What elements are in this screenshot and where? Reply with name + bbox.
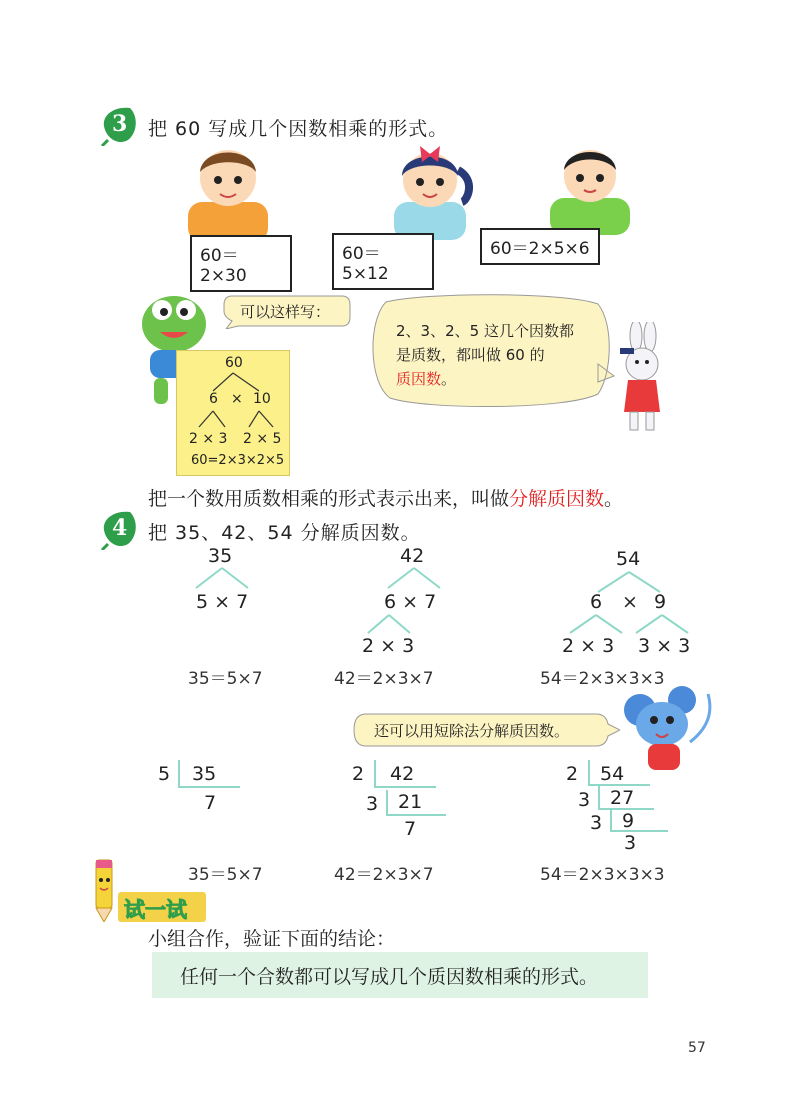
- div-42-horizontal-bar-2: [386, 814, 446, 816]
- tree-35-equation: 35＝5×7: [188, 669, 263, 689]
- rabbit-bubble-line-3: [396, 368, 456, 389]
- frog-bubble-text: 可以这样写：: [240, 303, 331, 321]
- mouse-bubble-text: 还可以用短除法分解质因数。: [374, 722, 570, 740]
- tree-42-level-1: 6 × 7: [384, 591, 437, 613]
- definition-suffix: 。: [604, 488, 624, 510]
- tree-35-level-1: 5 × 7: [196, 591, 249, 613]
- tree-54-equation: 54＝2×3×3×3: [540, 669, 665, 689]
- div-54-intermediate-1: 27: [610, 787, 635, 809]
- section-3-title: 把 60 写成几个因数相乘的形式。: [148, 118, 449, 140]
- div-35-equation: 35＝5×7: [188, 865, 263, 885]
- girl-illustration: [380, 140, 480, 240]
- div-54-horizontal-bar-3: [610, 830, 668, 832]
- div-54-vertical-bar-2: [598, 786, 600, 810]
- poster-top-number: 60: [225, 355, 243, 371]
- div-35-quotient: 7: [204, 792, 217, 814]
- tree-35-branches: [192, 566, 252, 590]
- tree-54-top: 54: [616, 548, 641, 570]
- tree-54-level-1-op: ×: [622, 591, 638, 613]
- definition-sentence: [148, 484, 623, 511]
- tree-54-sub-branches-left: [566, 613, 626, 635]
- tree-42-equation: 42＝2×3×7: [334, 669, 434, 689]
- div-42-horizontal-bar-1: [374, 786, 436, 788]
- div-42-equation: 42＝2×3×7: [334, 865, 434, 885]
- div-42-intermediate: 21: [398, 791, 423, 813]
- definition-prefix: 把一个数用质数相乘的形式表示出来，叫做: [148, 488, 510, 510]
- rabbit-bubble-line-2: 是质数，都叫做 60 的: [396, 346, 545, 364]
- boy-1-illustration: [182, 142, 274, 242]
- section-4-badge: [100, 508, 140, 550]
- div-42-vertical-bar-2: [386, 790, 388, 816]
- div-54-vertical-bar-3: [610, 810, 612, 832]
- definition-term: 分解质因数: [509, 488, 605, 510]
- div-42-divisor-1: 2: [352, 763, 365, 785]
- try-it-label-text: 试一试: [124, 898, 187, 922]
- section-3-badge: [100, 104, 140, 146]
- rabbit-bubble-line-1: 2、3、2、5 这几个因数都: [396, 322, 574, 340]
- try-it-instruction: 小组合作，验证下面的结论：: [148, 928, 396, 950]
- tree-42-branches: [384, 566, 444, 590]
- prime-factor-term: 质因数: [396, 370, 442, 388]
- poster-bottom-right: 2 × 5: [243, 431, 282, 447]
- div-54-divisor-1: 2: [566, 763, 579, 785]
- div-42-dividend: 42: [390, 763, 415, 785]
- div-54-dividend: 54: [600, 763, 625, 785]
- div-42-vertical-bar-1: [374, 760, 376, 788]
- equation-box-1: 60＝2×30: [190, 235, 292, 292]
- equation-box-3: 60＝2×5×6: [480, 228, 600, 265]
- div-54-divisor-3: 3: [590, 812, 603, 834]
- tree-42-level-2: 2 × 3: [362, 635, 415, 657]
- rabbit-bubble-period: 。: [441, 370, 457, 388]
- conclusion-text: 任何一个合数都可以写成几个质因数相乘的形式。: [180, 966, 599, 988]
- equation-box-2: 60＝5×12: [332, 233, 434, 290]
- mouse-speech-bubble: [352, 712, 620, 748]
- mouse-illustration: [620, 682, 720, 774]
- div-35-dividend: 35: [192, 763, 217, 785]
- conclusion-box: [152, 952, 648, 998]
- try-it-label: [118, 892, 206, 922]
- tree-54-level-2-left: 2 × 3: [562, 635, 615, 657]
- div-35-horizontal-bar: [178, 786, 240, 788]
- rabbit-speech-bubble: [366, 294, 616, 412]
- tree-35-top: 35: [208, 545, 233, 567]
- page-number: 57: [688, 1040, 706, 1056]
- poster-mid-right: 10: [253, 391, 271, 407]
- tree-54-level-2-right: 3 × 3: [638, 635, 691, 657]
- factor-tree-poster: [176, 350, 290, 476]
- tree-54-level-1-left: 6: [590, 591, 603, 613]
- poster-mid-op: ×: [231, 391, 243, 407]
- section-4-number: 4: [112, 515, 128, 541]
- boy-2-illustration: [540, 140, 640, 235]
- div-54-vertical-bar-1: [588, 760, 590, 786]
- tree-42-top: 42: [400, 545, 425, 567]
- div-54-equation: 54＝2×3×3×3: [540, 865, 665, 885]
- frog-speech-bubble: [222, 293, 352, 329]
- poster-mid-left: 6: [209, 391, 218, 407]
- poster-bottom-left: 2 × 3: [189, 431, 228, 447]
- poster-result: 60=2×3×2×5: [191, 453, 285, 468]
- div-35-vertical-bar: [178, 760, 180, 788]
- div-42-quotient: 7: [404, 818, 417, 840]
- tree-54-sub-branches-right: [632, 613, 692, 635]
- tree-54-level-1-right: 9: [654, 591, 667, 613]
- section-3-number: 3: [112, 111, 128, 137]
- div-35-divisor: 5: [158, 763, 171, 785]
- tree-42-sub-branches: [364, 613, 414, 635]
- div-54-intermediate-2: 9: [622, 810, 635, 832]
- div-54-divisor-2: 3: [578, 789, 591, 811]
- rabbit-illustration: [612, 322, 672, 434]
- div-42-divisor-2: 3: [366, 793, 379, 815]
- section-4-title: 把 35、42、54 分解质因数。: [148, 522, 421, 544]
- div-54-quotient: 3: [624, 832, 637, 854]
